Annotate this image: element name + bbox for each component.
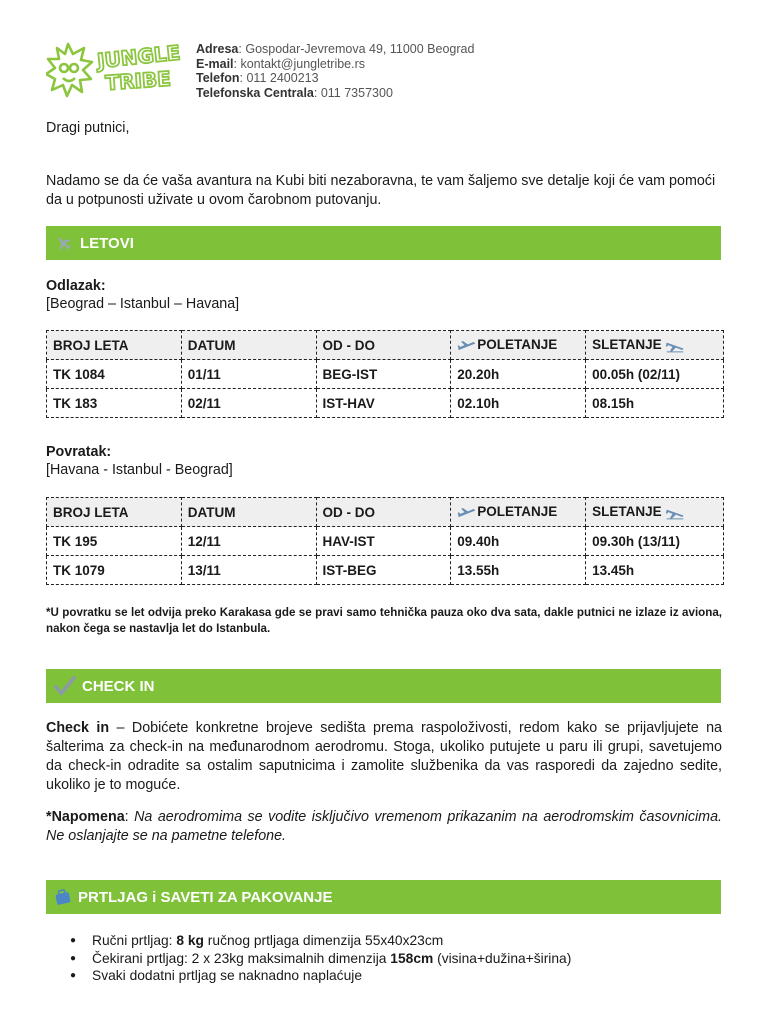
header-cell: OD - DO <box>316 331 451 360</box>
list-item: ● Ručni prtljag: 8 kg ručnog prtljaga dimenzija 55x40x23cm <box>92 932 571 950</box>
checkmark-icon <box>54 676 76 696</box>
phone-line: Telefon: 011 2400213 <box>196 71 319 86</box>
cell: 08.15h <box>586 389 724 418</box>
cell: TK 1079 <box>47 556 182 585</box>
departure-label: Odlazak: <box>46 278 106 294</box>
table-row <box>47 360 724 389</box>
checkin-note-text: Na aerodromima se vodite isključivo vremenom prikazanim na aerodromskim časovnicima. Ne oslanjajte se na pametne telefone. <box>46 809 722 844</box>
checkin-paragraph <box>46 719 722 795</box>
central-line: Telefonska Centrala: 011 7357300 <box>196 85 393 100</box>
table-row <box>47 389 724 418</box>
checkin-note-label: *Napomena <box>46 809 125 825</box>
landing-icon <box>665 339 685 353</box>
section-bar-luggage <box>46 880 721 914</box>
cell: BEG-IST <box>316 360 451 389</box>
checkin-text: – Dobićete konkretne brojeve sedišta prema raspoloživosti, redom kako se prijavljujete na šalterima za check-in na međunarodnom aerodromu. Stoga, ukoliko putujete u paru ili grupi, savetujemo da check-in odradite sa ostalim saputnicima i zamolite službenika da vas rasporedi da zajedno sedite, ukoliko je to moguće. <box>46 720 723 793</box>
table-row <box>47 556 724 585</box>
list-item: ● Svaki dodatni prtljag se naknadno naplaćuje <box>92 967 571 985</box>
cell: 09.30h (13/11) <box>586 527 724 556</box>
intro-paragraph: Nadamo se da će vaša avantura na Kubi biti nezaboravna, te vam šaljemo sve detalje koji će vam pomoći da u potpunosti uživate u ovom čarobnom putovanju. <box>46 173 716 208</box>
cell: 13.55h <box>451 556 586 585</box>
checkin-note: *Napomena: Na aerodromima se vodite isključivo vremenom prikazanim na aerodromskim časovnicima. Ne oslanjajte se na pametne telefone. <box>46 809 722 844</box>
return-table <box>46 497 724 585</box>
flight-note: *U povratku se let odvija preko Karakasa gde se pravi samo tehnička pauza oko dva sata, dakle putnici ne izlaze iz aviona, nakon čega se nastavlja let do Istanbula. <box>46 606 722 635</box>
checkin-lead: Check in <box>46 720 110 736</box>
takeoff-icon <box>457 506 477 520</box>
header-cell-landing: SLETANJE <box>586 498 724 527</box>
contact-block <box>196 42 474 100</box>
section-bar-checkin <box>46 669 721 703</box>
section-bar-flights <box>46 226 721 260</box>
cell: 00.05h (02/11) <box>586 360 724 389</box>
letterhead <box>46 40 726 102</box>
cell: 13.45h <box>586 556 724 585</box>
cell: 12/11 <box>181 527 316 556</box>
suitcase-icon <box>54 888 72 906</box>
cell: TK 183 <box>47 389 182 418</box>
cell: IST-BEG <box>316 556 451 585</box>
header-cell-landing: SLETANJE <box>586 331 724 360</box>
cell: IST-HAV <box>316 389 451 418</box>
address-line: Adresa: Gospodar-Jevremova 49, 11000 Beograd <box>196 42 475 56</box>
logo-text-line1: JUNGLE <box>96 40 182 73</box>
header-cell: DATUM <box>181 498 316 527</box>
section-title-checkin: CHECK IN <box>82 677 155 695</box>
cell: 01/11 <box>181 360 316 389</box>
logo-text-line2: TRIBE <box>104 66 172 95</box>
cell: TK 1084 <box>47 360 182 389</box>
luggage-list <box>46 932 571 985</box>
table-header-row <box>47 498 724 527</box>
list-item: ● Čekirani prtljag: 2 x 23kg maksimalnih dimenzija 158cm (visina+dužina+širina) <box>92 950 571 968</box>
departure-route: [Beograd – Istanbul – Havana] <box>46 296 240 312</box>
email-link[interactable]: kontakt@jungletribe.rs <box>240 56 366 71</box>
landing-icon <box>665 506 685 520</box>
return-route: [Havana - Istanbul - Beograd] <box>46 462 233 478</box>
departure-table <box>46 330 724 418</box>
header-cell-takeoff: POLETANJE <box>451 498 586 527</box>
table-row <box>47 527 724 556</box>
jungle-tribe-logo <box>46 40 188 102</box>
header-cell: DATUM <box>181 331 316 360</box>
cell: 09.40h <box>451 527 586 556</box>
email-line: E-mail: kontakt@jungletribe.rs <box>196 56 366 71</box>
cell: 20.20h <box>451 360 586 389</box>
header-cell: OD - DO <box>316 498 451 527</box>
greeting: Dragi putnici, <box>46 120 130 136</box>
cell: TK 195 <box>47 527 182 556</box>
return-label: Povratak: <box>46 444 112 460</box>
airplane-icon <box>54 234 74 252</box>
cell: 02/11 <box>181 389 316 418</box>
cell: 13/11 <box>181 556 316 585</box>
takeoff-icon <box>457 339 477 353</box>
header-cell: BROJ LETA <box>47 498 182 527</box>
cell: 02.10h <box>451 389 586 418</box>
section-title-flights: LETOVI <box>80 234 134 252</box>
header-cell: BROJ LETA <box>47 331 182 360</box>
cell: HAV-IST <box>316 527 451 556</box>
section-title-luggage: PRTLJAG i SAVETI ZA PAKOVANJE <box>78 888 333 906</box>
header-cell-takeoff: POLETANJE <box>451 331 586 360</box>
table-header-row <box>47 331 724 360</box>
